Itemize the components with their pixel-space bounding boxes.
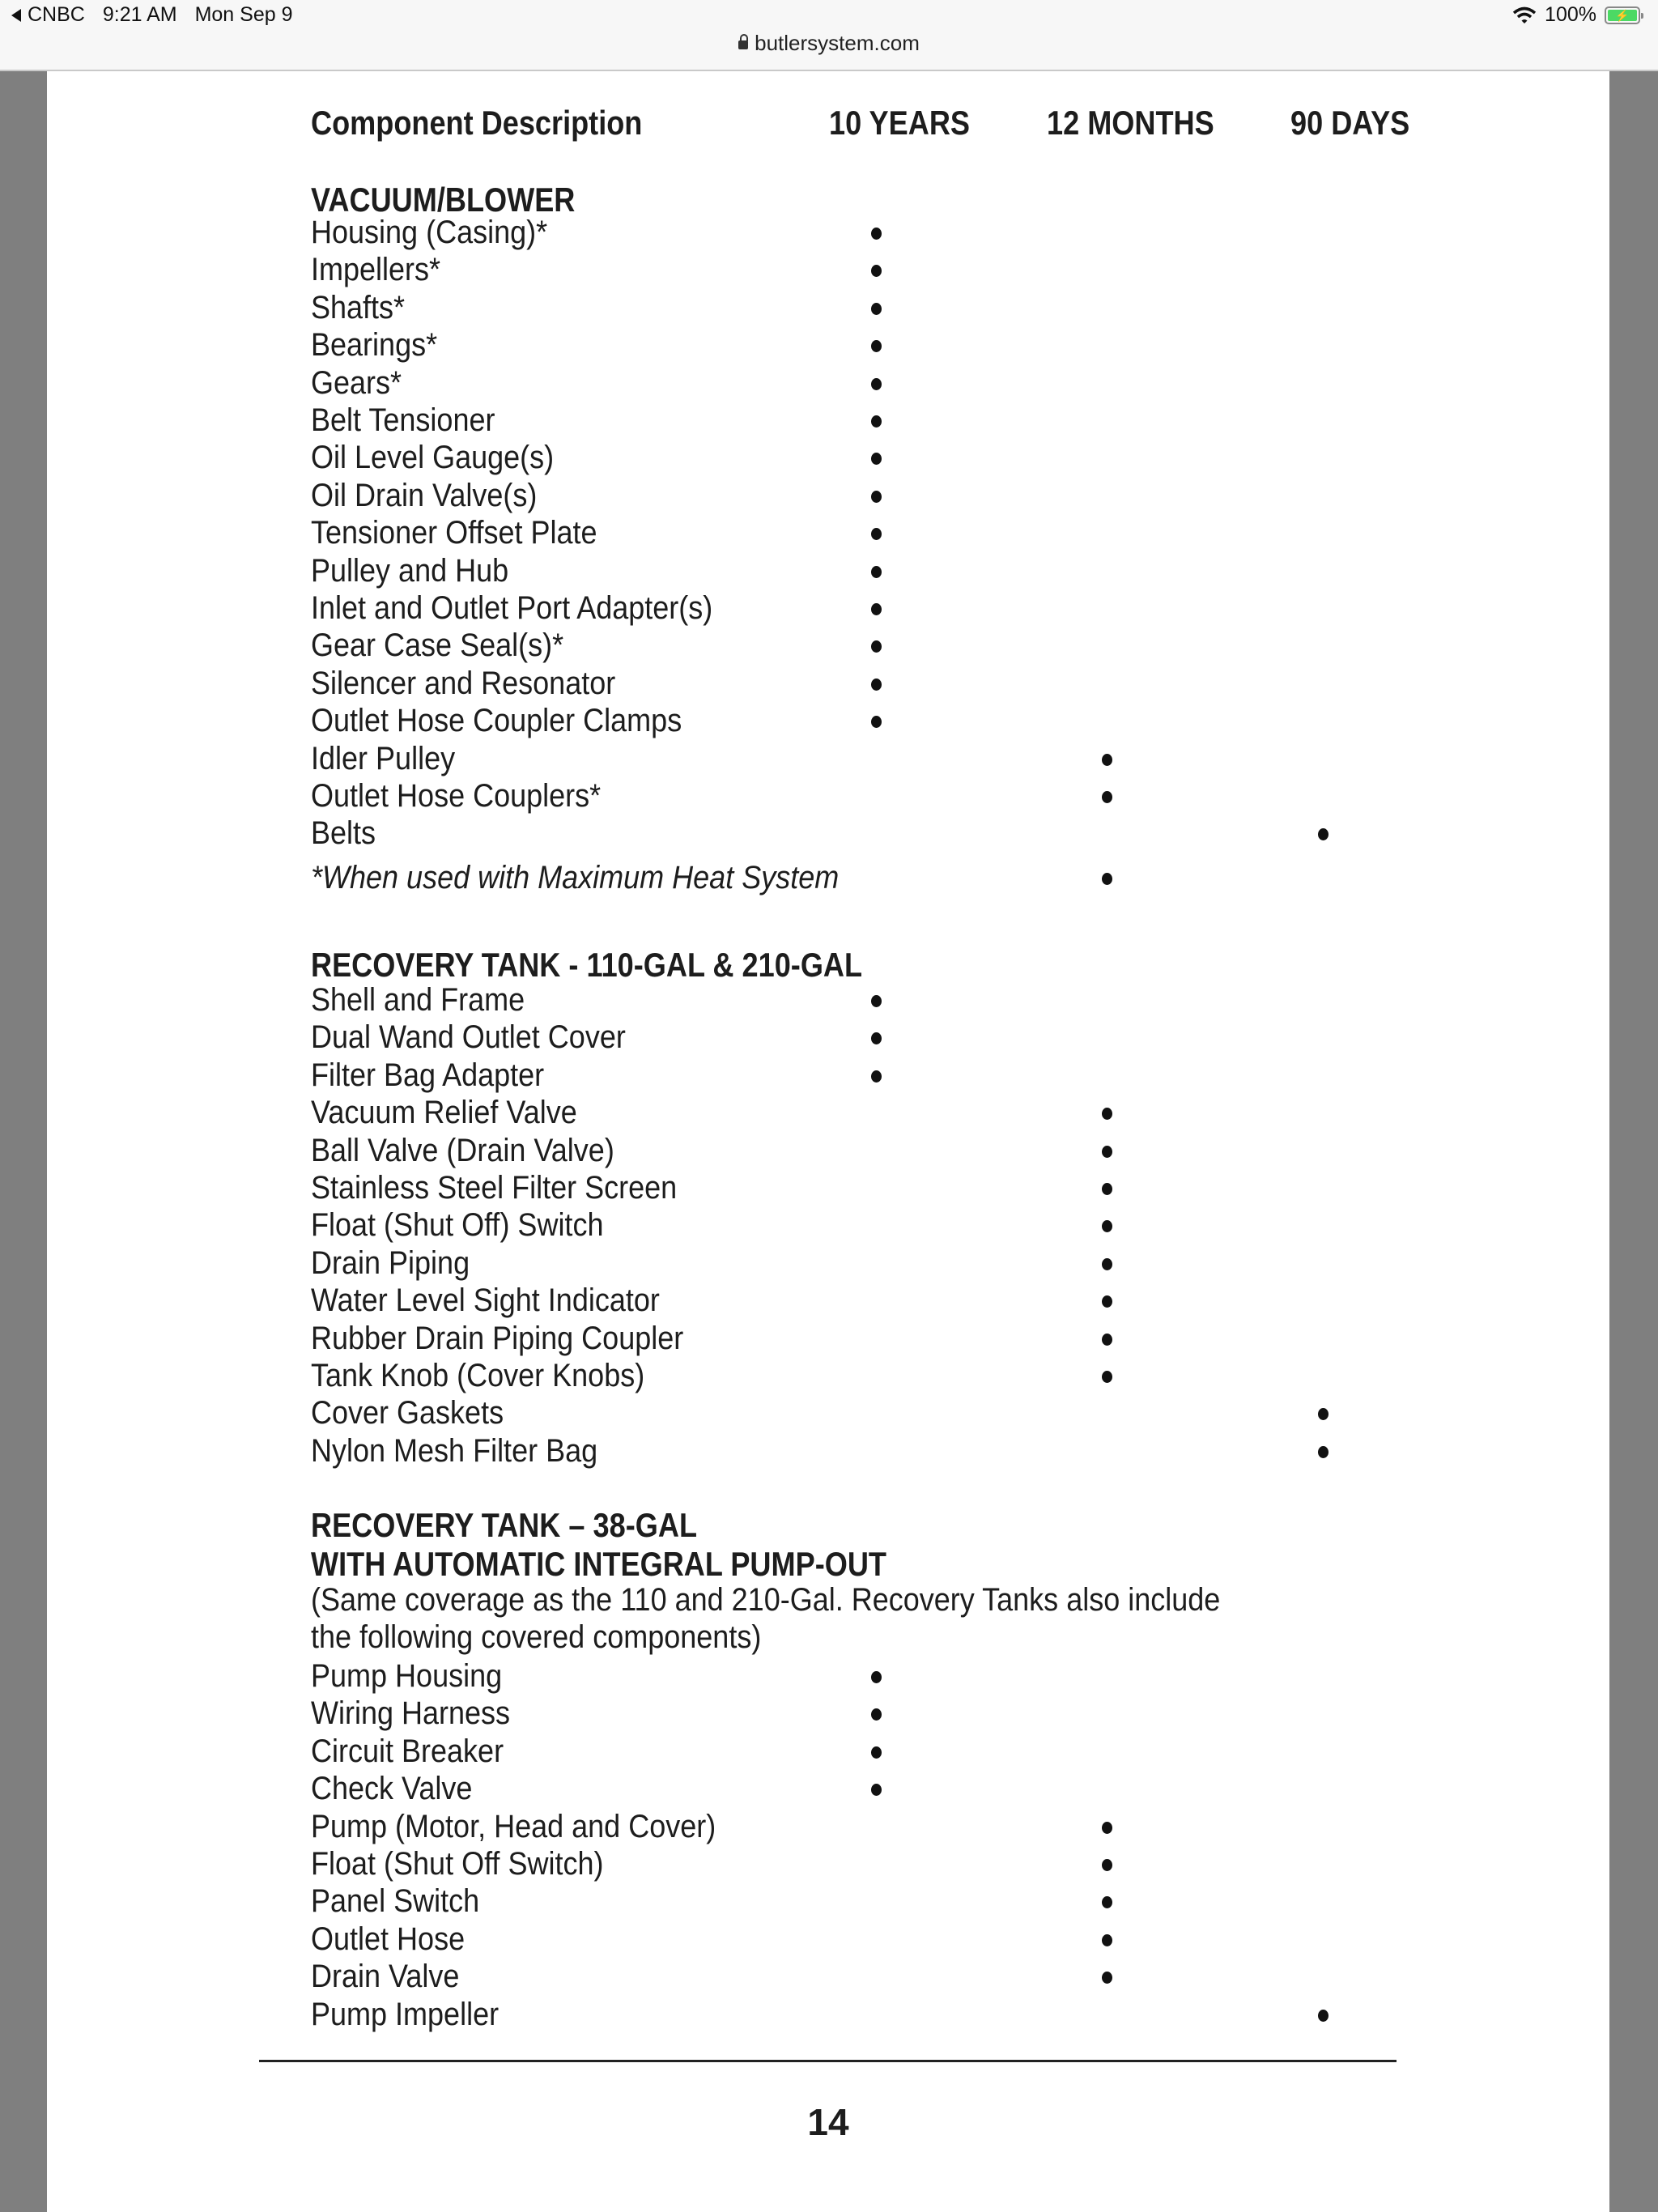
component-label: Outlet Hose Coupler Clamps: [311, 703, 682, 739]
table-row: [264, 1997, 1446, 2034]
coverage-bullet-icon: [871, 1070, 882, 1083]
component-label: Filter Bag Adapter: [311, 1057, 545, 1093]
component-label: Pump Impeller: [311, 1996, 500, 2032]
section-note: the following covered components): [311, 1619, 762, 1655]
component-label: Stainless Steel Filter Screen: [311, 1170, 678, 1206]
table-row: [264, 1883, 1446, 1921]
component-label: Belts: [311, 815, 376, 852]
section-title: RECOVERY TANK – 38-GAL: [311, 1506, 698, 1544]
table-row: [264, 627, 1446, 665]
table-row: [264, 1170, 1446, 1207]
component-label: Water Level Sight Indicator: [311, 1283, 660, 1319]
table-row: [264, 402, 1446, 440]
coverage-bullet-icon: [1102, 791, 1112, 803]
coverage-bullet-icon: [1102, 1108, 1112, 1120]
table-row: [264, 1321, 1446, 1358]
table-row: [264, 553, 1446, 590]
table-row: [264, 252, 1446, 289]
coverage-bullet-icon: [1102, 1295, 1112, 1308]
table-row: [264, 478, 1446, 515]
document-page: [47, 71, 1609, 2212]
table-row: [264, 982, 1446, 1019]
coverage-bullet-icon: [1318, 828, 1329, 840]
coverage-bullet-icon: [1102, 754, 1112, 766]
coverage-bullet-icon: [1102, 1822, 1112, 1834]
component-label: Pump Housing: [311, 1658, 503, 1694]
table-row: [264, 703, 1446, 740]
table-row: [264, 440, 1446, 477]
coverage-bullet-icon: [871, 566, 882, 578]
coverage-bullet-icon: [871, 640, 882, 653]
status-time: 9:21 AM: [102, 3, 177, 26]
table-row: [264, 1846, 1446, 1883]
table-row: [264, 1057, 1446, 1095]
coverage-bullet-icon: [1102, 1183, 1112, 1195]
component-label: Impellers*: [311, 252, 441, 288]
table-row: [264, 590, 1446, 627]
component-label: Idler Pulley: [311, 740, 456, 776]
table-row: [264, 1433, 1446, 1470]
component-label: Gear Case Seal(s)*: [311, 627, 564, 664]
table-row: [264, 1959, 1446, 1996]
section-title: VACUUM/BLOWER: [311, 181, 576, 219]
component-label: Outlet Hose: [311, 1921, 466, 1957]
component-label: Float (Shut Off) Switch: [311, 1207, 604, 1244]
table-row: [264, 815, 1446, 853]
table-row: [264, 1395, 1446, 1432]
section-note: (Same coverage as the 110 and 210-Gal. Recovery Tanks also include: [311, 1582, 1221, 1618]
url-text: butlersystem.com: [755, 31, 920, 55]
status-date: Mon Sep 9: [194, 3, 293, 26]
coverage-bullet-icon: [871, 1032, 882, 1044]
component-label: *When used with Maximum Heat System: [311, 859, 840, 895]
coverage-bullet-icon: [1102, 1258, 1112, 1270]
table-row: [264, 1658, 1446, 1695]
component-label: Circuit Breaker: [311, 1733, 504, 1769]
coverage-bullet-icon: [1102, 1934, 1112, 1946]
component-label: Belt Tensioner: [311, 402, 495, 438]
component-label: Float (Shut Off Switch): [311, 1846, 604, 1882]
component-label: Wiring Harness: [311, 1695, 511, 1732]
table-row: [264, 741, 1446, 778]
back-to-app-button[interactable]: [11, 3, 85, 27]
coverage-bullet-icon: [1102, 1896, 1112, 1908]
table-row: [264, 1921, 1446, 1959]
status-bar: [0, 0, 1658, 71]
coverage-bullet-icon: [871, 1708, 882, 1721]
header-10-years: 10 YEARS: [829, 104, 971, 142]
component-label: Outlet Hose Couplers*: [311, 778, 602, 814]
table-row: [264, 515, 1446, 552]
component-label: Cover Gaskets: [311, 1395, 504, 1431]
coverage-bullet-icon: [871, 678, 882, 691]
coverage-bullet-icon: [1102, 1371, 1112, 1383]
header-90-days: 90 DAYS: [1290, 104, 1410, 142]
table-row: [264, 1283, 1446, 1320]
table-row: [264, 365, 1446, 402]
section-title: RECOVERY TANK - 110-GAL & 210-GAL: [311, 946, 863, 984]
section-subtitle: WITH AUTOMATIC INTEGRAL PUMP-OUT: [311, 1545, 886, 1583]
component-label: Drain Piping: [311, 1244, 470, 1281]
component-label: Nylon Mesh Filter Bag: [311, 1432, 598, 1469]
component-label: Inlet and Outlet Port Adapter(s): [311, 590, 713, 626]
coverage-bullet-icon: [871, 228, 882, 240]
page-number: 14: [807, 2101, 849, 2143]
component-label: Check Valve: [311, 1771, 473, 1807]
header-12-months: 12 MONTHS: [1047, 104, 1214, 142]
table-row: [264, 327, 1446, 364]
component-label: Pulley and Hub: [311, 552, 509, 589]
coverage-bullet-icon: [1102, 1334, 1112, 1346]
table-row: [264, 215, 1446, 252]
coverage-bullet-icon: [871, 265, 882, 277]
table-row: [264, 1809, 1446, 1846]
component-label: Pump (Motor, Head and Cover): [311, 1808, 716, 1844]
component-label: Vacuum Relief Valve: [311, 1095, 577, 1131]
component-label: Dual Wand Outlet Cover: [311, 1019, 626, 1056]
component-label: Drain Valve: [311, 1959, 460, 1995]
component-label: Silencer and Resonator: [311, 665, 616, 701]
table-row: [264, 1019, 1446, 1057]
lock-icon: [738, 40, 748, 49]
table-row: [264, 1358, 1446, 1395]
battery-percent: 100%: [1545, 3, 1596, 26]
wifi-icon: [1512, 6, 1537, 24]
back-arrow-icon: [11, 9, 21, 22]
table-row: [264, 290, 1446, 327]
table-row: [264, 1771, 1446, 1808]
component-label: Bearings*: [311, 327, 438, 364]
component-label: Tensioner Offset Plate: [311, 515, 597, 551]
coverage-bullet-icon: [871, 603, 882, 615]
coverage-bullet-icon: [871, 1671, 882, 1683]
table-row: [264, 1207, 1446, 1244]
component-label: Shell and Frame: [311, 982, 525, 1018]
component-label: Housing (Casing)*: [311, 215, 548, 250]
coverage-bullet-icon: [871, 1746, 882, 1759]
component-label: Oil Drain Valve(s): [311, 477, 538, 513]
coverage-bullet-icon: [871, 1784, 882, 1796]
coverage-bullet-icon: [871, 453, 882, 465]
table-row: [264, 1733, 1446, 1771]
component-label: Gears*: [311, 364, 402, 401]
component-label: Ball Valve (Drain Valve): [311, 1132, 614, 1168]
component-label: Rubber Drain Piping Coupler: [311, 1320, 684, 1356]
coverage-bullet-icon: [871, 415, 882, 428]
coverage-bullet-icon: [871, 995, 882, 1007]
coverage-bullet-icon: [1102, 1220, 1112, 1232]
footer-divider: [259, 2060, 1397, 2062]
coverage-bullet-icon: [1318, 2010, 1329, 2022]
coverage-bullet-icon: [871, 716, 882, 728]
component-label: Tank Knob (Cover Knobs): [311, 1358, 645, 1393]
component-label: Panel Switch: [311, 1883, 480, 1920]
table-row: [264, 778, 1446, 815]
coverage-bullet-icon: [1102, 1972, 1112, 1984]
coverage-bullet-icon: [871, 378, 882, 390]
table-row: [264, 1095, 1446, 1132]
coverage-bullet-icon: [871, 303, 882, 315]
address-bar[interactable]: [0, 31, 1658, 56]
footnote-row: [264, 860, 1446, 897]
coverage-bullet-icon: [871, 491, 882, 503]
table-row: [264, 1695, 1446, 1733]
coverage-bullet-icon: [1102, 1859, 1112, 1871]
coverage-bullet-icon: [871, 528, 882, 540]
coverage-bullet-icon: [1102, 873, 1112, 885]
coverage-bullet-icon: [1318, 1446, 1329, 1458]
back-app-label: CNBC: [28, 3, 85, 26]
battery-charging-icon: ⚡: [1605, 6, 1640, 24]
header-component-description: Component Description: [311, 104, 643, 142]
component-label: Shafts*: [311, 289, 406, 325]
coverage-bullet-icon: [1318, 1408, 1329, 1420]
table-row: [264, 1245, 1446, 1283]
component-label: Oil Level Gauge(s): [311, 440, 555, 476]
table-row: [264, 1133, 1446, 1170]
table-row: [264, 666, 1446, 703]
coverage-bullet-icon: [871, 340, 882, 352]
coverage-bullet-icon: [1102, 1146, 1112, 1158]
